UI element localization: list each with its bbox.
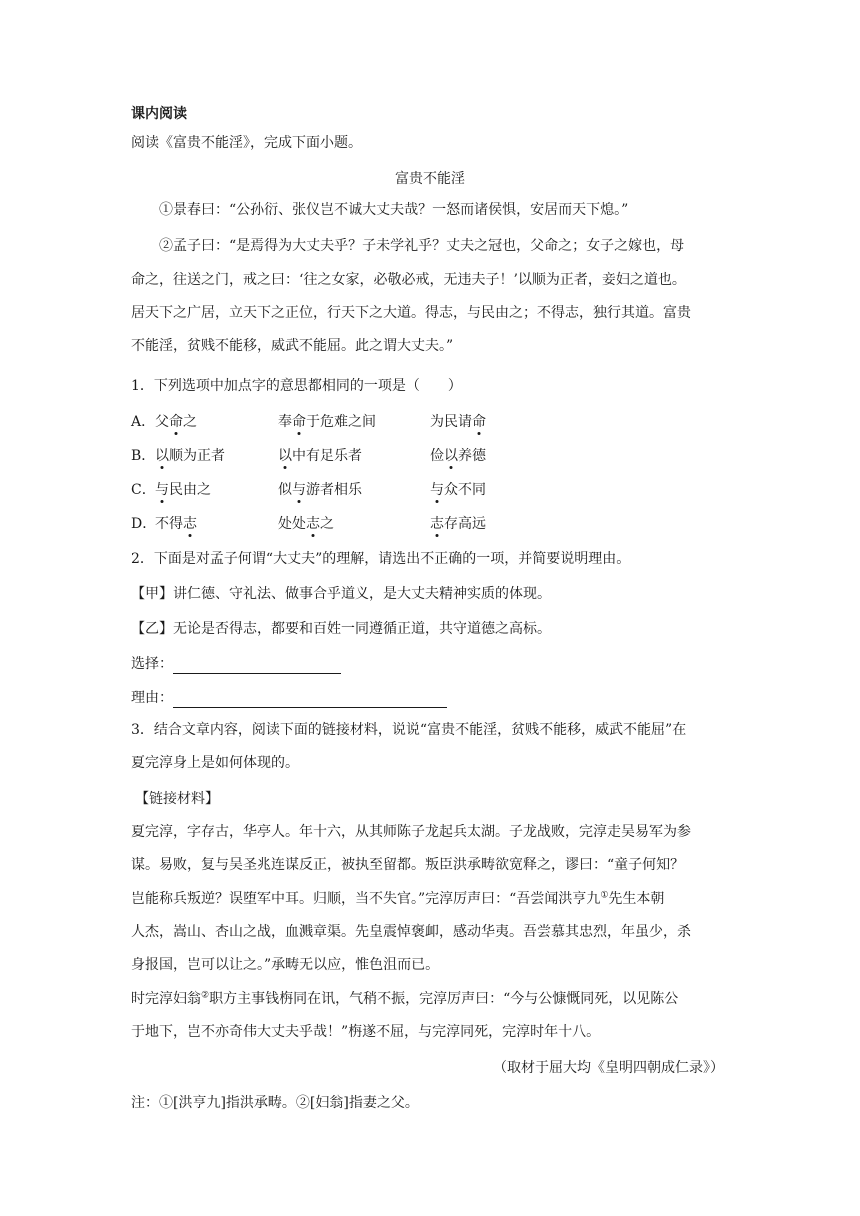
option-c-item-2: 似与游者相乐 [278,482,362,498]
passage-paragraph-1: ①景春曰：“公孙衍、张仪岂不诚大丈夫哉？一怒而诸侯惧，安居而天下熄。” [159,202,629,218]
option-a-item-1: 父命之 [155,414,197,430]
choice-label: 选择： [131,656,173,672]
emphasis-dot-char: 与 [155,482,169,498]
link-paragraph-1-line-5: 身报国，岂可以让之。”承畴无以应，惟色沮而已。 [131,957,440,973]
option-letter: B． [131,448,156,464]
emphasis-dot-char: 以 [444,448,458,464]
emphasis-dot-char: 与 [292,482,306,498]
question-2-option-yi: 【乙】无论是否得志，都要和百姓一同遵循正道，共守道德之高标。 [131,621,551,637]
reason-answer-blank[interactable] [173,692,447,708]
link-paragraph-1-line-1: 夏完淳，字存古，华亭人。年十六，从其师陈子龙起兵太湖。子龙战败，完淳走吴易军为参 [131,824,691,840]
question-2-option-jia: 【甲】讲仁德、守礼法、做事合乎道义，是大丈夫精神实质的体现。 [131,586,551,602]
emphasis-dot-char: 命 [472,414,486,430]
link-paragraph-1-line-2: 谋。易败，复与吴圣兆连谋反正，被执至留都。叛臣洪承畴欲宽释之，谬曰：“童子何知？ [131,857,685,873]
section-title: 课内阅读 [131,106,187,122]
emphasis-dot-char: 志 [430,516,444,532]
emphasis-dot-char: 志 [183,516,197,532]
passage-paragraph-2-line-3: 居天下之广居，立天下之正位，行天下之大道。得志，与民由之；不得志，独行其道。富贵 [131,305,691,321]
footnote-text: 注：①[洪亨九]指洪承畴。②[妇翁]指妻之父。 [131,1095,419,1111]
option-b-item-1: 以顺为正者 [155,448,225,464]
reason-answer-row [131,688,447,708]
emphasis-dot-char: 志 [306,516,320,532]
question-1-stem: 1．下列选项中加点字的意思都相同的一项是（ ） [131,378,462,394]
instruction-text: 阅读《富贵不能淫》，完成下面小题。 [131,135,362,151]
emphasis-dot-char: 命 [169,414,183,430]
passage-paragraph-2-line-1: ②孟子曰：“是焉得为大丈夫乎？子未学礼乎？丈夫之冠也，父命之；女子之嫁也，母 [159,238,685,254]
option-letter: D． [131,516,157,532]
reason-label: 理由： [131,690,173,706]
option-b-item-2: 以中有足乐者 [278,448,362,464]
question-3-stem-line-2: 夏完淳身上是如何体现的。 [131,755,299,771]
option-d-item-1: 不得志 [155,516,197,532]
emphasis-dot-char: 与 [430,482,444,498]
passage-paragraph-2-line-4: 不能淫，贫贱不能移，威武不能屈。此之谓大丈夫。” [131,338,454,354]
option-c-item-1: 与民由之 [155,482,211,498]
footnote-mark-2: ② [201,990,210,1001]
link-paragraph-2-line-1: 时完淳妇翁②职方主事钱栴同在讯，气稍不振，完淳厉声曰：“今与公慷慨同死，以见陈公 [131,990,679,1007]
choice-answer-row [131,654,341,674]
passage-paragraph-2-line-2: 命之，往送之门，戒之曰：‘往之女家，必敬必戒，无违夫子！’以顺为正者，妾妇之道也。 [131,272,686,288]
choice-answer-blank[interactable] [173,658,341,674]
option-a-item-2: 奉命于危难之间 [278,414,376,430]
option-d-item-2: 处处志之 [278,516,334,532]
option-letter: A． [131,414,156,430]
footnote-mark-1: ① [600,890,609,901]
link-paragraph-2-line-2: 于地下，岂不亦奇伟大丈夫乎哉！”栴遂不屈，与完淳同死，完淳时年十八。 [131,1024,601,1040]
option-letter: C． [131,482,156,498]
question-2-stem: 2．下面是对孟子何谓“大丈夫”的理解，请选出不正确的一项，并简要说明理由。 [131,551,631,567]
source-citation: （取材于屈大均《皇明四朝成仁录》） [493,1060,724,1076]
link-paragraph-1-line-3: 岂能称兵叛逆？误堕军中耳。归顺，当不失官。”完淳厉声曰：“吾尝闻洪亨九①先生本朝 [131,890,665,907]
link-material-title: 【链接材料】 [135,791,219,807]
emphasis-dot-char: 以 [155,448,169,464]
emphasis-dot-char: 命 [292,414,306,430]
option-b-item-3: 俭以养德 [430,448,486,464]
option-d-item-3: 志存高远 [430,516,486,532]
option-c-item-3: 与众不同 [430,482,486,498]
option-a-item-3: 为民请命 [430,414,486,430]
passage-title: 富贵不能淫 [395,171,465,187]
emphasis-dot-char: 以 [278,448,292,464]
question-3-stem-line-1: 3．结合文章内容，阅读下面的链接材料，说说“富贵不能淫，贫贱不能移，威武不能屈”在 [131,722,687,738]
link-paragraph-1-line-4: 人杰，嵩山、杏山之战，血溅章渠。先皇震悼褒卹，感动华夷。吾尝慕其忠烈，年虽少，杀 [131,924,691,940]
